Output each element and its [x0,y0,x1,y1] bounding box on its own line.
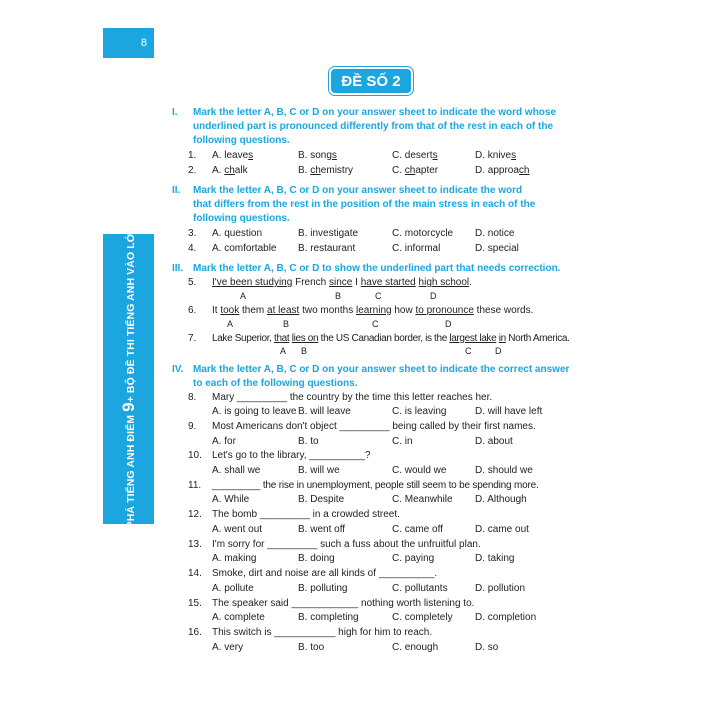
option[interactable]: B. songs [298,150,337,161]
question-stem: Smoke, dirt and noise are all kinds of __________. [212,568,438,579]
option-b[interactable]: B. too [298,642,325,653]
marker-a: A [240,291,247,301]
side-title: ĐỘT PHÁ TIẾNG ANH ĐIỂM 9+ BỘ ĐỀ THI TIẾNG ANH VÀO LỚP 10 [118,204,138,554]
option[interactable]: D. special [475,243,519,254]
marker-b: B [335,291,342,301]
question-sentence: It took them at least two months learning how to pronounce these words. [212,305,534,316]
option-c[interactable]: C. in [392,436,413,447]
option-a[interactable]: A. went out [212,524,263,535]
option-d[interactable]: D. Although [475,494,527,505]
option-d[interactable]: D. pollution [475,583,526,594]
option-d[interactable]: D. completion [475,612,537,623]
side-banner [103,204,154,554]
question-number: 14. [188,568,202,579]
option[interactable]: A. leaves [212,150,254,161]
option[interactable]: B. restaurant [298,243,356,254]
option-d[interactable]: D. should we [475,465,533,476]
question-number: 5. [188,277,197,288]
option[interactable]: B. chemistry [298,165,354,176]
option-c[interactable]: C. paying [392,553,435,564]
option[interactable]: C. informal [392,243,441,254]
marker-b: B [283,319,290,329]
option-d[interactable]: D. about [475,436,513,447]
option-b[interactable]: B. Despite [298,494,345,505]
option-c[interactable]: C. is leaving [392,406,447,417]
question-stem: Mary _________ the country by the time this letter reaches her. [212,392,493,403]
page-number: 8 [103,28,154,58]
option[interactable]: C. deserts [392,150,438,161]
question-number: 3. [188,228,197,239]
marker-c: C [465,346,472,356]
marker-d: D [430,291,437,301]
question-stem: Let's go to the library, __________? [212,450,371,461]
option-d[interactable]: D. came out [475,524,529,535]
question-number: 10. [188,450,202,461]
option-c[interactable]: C. enough [392,642,439,653]
question-stem: The bomb _________ in a crowded street. [212,509,400,520]
option-a[interactable]: A. for [212,436,236,447]
question-number: 1. [188,150,197,161]
question-stem: The speaker said ____________ nothing worth listening to. [212,598,475,609]
option-b[interactable]: B. will we [298,465,340,476]
question-number: 13. [188,539,202,550]
question-number: 7. [188,333,197,344]
marker-d: D [445,319,452,329]
option[interactable]: A. comfortable [212,243,277,254]
option-b[interactable]: B. doing [298,553,335,564]
option-d[interactable]: D. will have left [475,406,543,417]
question-number: 11. [188,480,202,491]
option-d[interactable]: D. taking [475,553,515,564]
option-d[interactable]: D. so [475,642,499,653]
section-instruction: IV. Mark the letter A, B, C or D on your answer sheet to indicate the correct answer to each of the following questions. [172,364,570,389]
option-c[interactable]: C. Meanwhile [392,494,453,505]
option-a[interactable]: A. making [212,553,257,564]
exam-title: ĐỀ SỐ 2 [331,69,411,93]
option-a[interactable]: A. pollute [212,583,254,594]
question-stem: _________ the rise in unemployment, people still seem to be spending more. [212,480,539,491]
option[interactable]: A. question [212,228,263,239]
option[interactable]: D. notice [475,228,515,239]
option-b[interactable]: B. polluting [298,583,348,594]
option-c[interactable]: C. would we [392,465,447,476]
section-instruction: I. Mark the letter A, B, C or D on your answer sheet to indicate the word whose underlined part is pronounced differently from that of the rest in each of the following questions. [172,107,557,146]
question-number: 9. [188,421,197,432]
question-number: 8. [188,392,197,403]
option[interactable]: D. approach [475,165,530,176]
marker-c: C [372,319,379,329]
option[interactable]: C. chapter [392,165,439,176]
section-instruction: III. Mark the letter A, B, C or D to show the underlined part that needs correction. [172,263,561,274]
option-c[interactable]: C. completely [392,612,453,623]
option[interactable]: C. motorcycle [392,228,454,239]
option-c[interactable]: C. came off [392,524,443,535]
question-number: 15. [188,598,202,609]
question-number: 6. [188,305,197,316]
option-b[interactable]: B. completing [298,612,359,623]
question-stem: This switch is ___________ high for him to reach. [212,627,433,638]
question-number: 16. [188,627,202,638]
question-stem: I'm sorry for _________ such a fuss about the unfruitful plan. [212,539,481,550]
option[interactable]: B. investigate [298,228,359,239]
option-a[interactable]: A. very [212,642,244,653]
option-a[interactable]: A. While [212,494,250,505]
marker-a: A [280,346,287,356]
question-sentence: Lake Superior, that lies on the US Canadian border, is the largest lake in North America. [212,333,570,344]
option[interactable]: A. chalk [212,165,248,176]
question-number: 12. [188,509,202,520]
option-b[interactable]: B. to [298,436,319,447]
option-a[interactable]: A. is going to leave [212,406,297,417]
option-a[interactable]: A. complete [212,612,265,623]
question-number: 2. [188,165,197,176]
marker-b: B [301,346,308,356]
marker-a: A [227,319,234,329]
question-stem: Most Americans don't object _________ being called by their first names. [212,421,536,432]
section-instruction: II. Mark the letter A, B, C or D on your answer sheet to indicate the word that differs from the rest in the position of the main stress in each of the following questions. [172,185,536,224]
question-number: 4. [188,243,197,254]
option[interactable]: D. knives [475,150,517,161]
option-b[interactable]: B. went off [298,524,346,535]
option-a[interactable]: A. shall we [212,465,261,476]
question-sentence: I've been studying French since I have started high school. [212,277,472,288]
option-b[interactable]: B. will leave [298,406,351,417]
marker-d: D [495,346,502,356]
marker-c: C [375,291,382,301]
option-c[interactable]: C. pollutants [392,583,448,594]
